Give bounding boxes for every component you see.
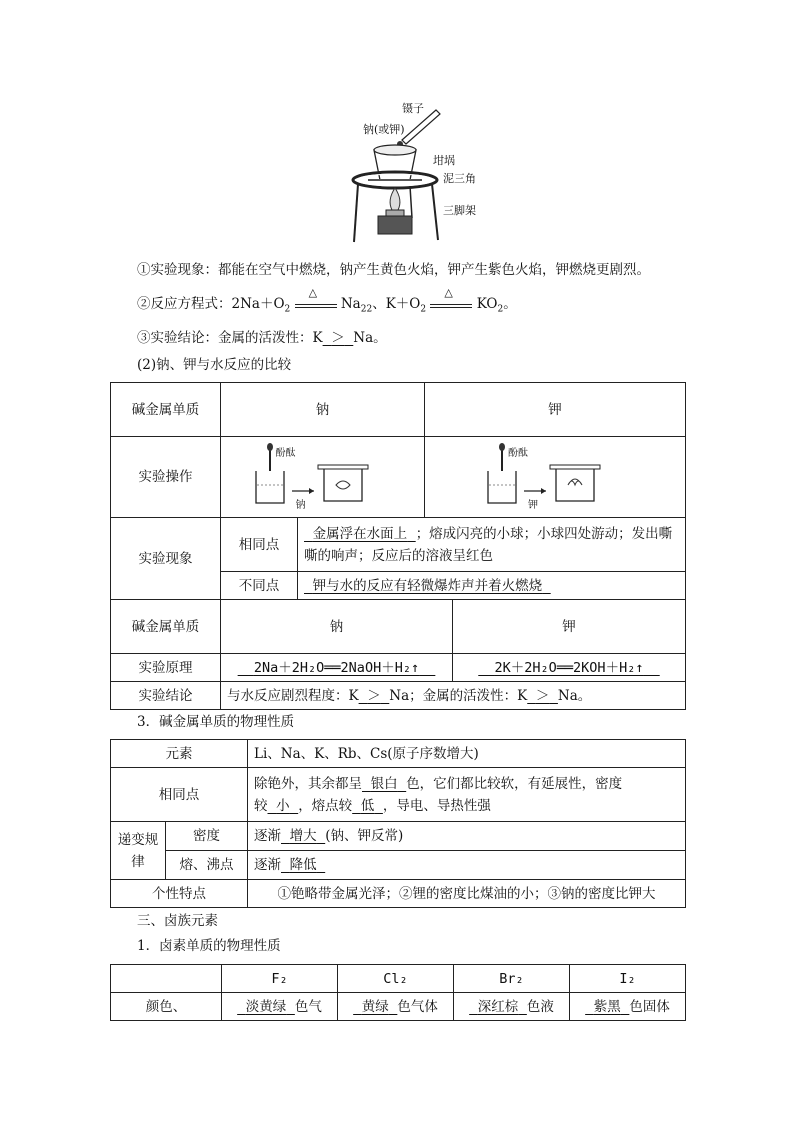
section-halogen-subtitle: 1．卤素单质的物理性质 [137, 938, 281, 954]
melt-content: 逐渐 降低 [248, 851, 686, 880]
section-3-title: 3．碱金属单质的物理性质 [137, 714, 295, 730]
same-content: 金属浮在水面上 ；熔成闪亮的小球；小球四处游动；发出嘶嘶的响声；反应后的溶液呈红色 [298, 518, 686, 572]
blank-answer: 降低 [289, 857, 317, 873]
same-props-label: 相同点 [111, 768, 248, 822]
na-operation-figure: 酚酞 钠 [221, 437, 425, 518]
header-na: 钠 [221, 383, 425, 437]
na-equation: 2Na＋2H₂O══2NaOH＋H₂↑ [221, 654, 453, 682]
label-tweezers: 镊子 [402, 102, 424, 115]
k-equation: 2K＋2H₂O══2KOH＋H₂↑ [453, 654, 686, 682]
halogen-cell-br2: 深红棕 色液 [454, 993, 570, 1021]
trend-label: 递变规律 [111, 822, 166, 880]
diff-content [298, 572, 686, 600]
blank-answer: 低 [360, 797, 375, 814]
conclusion-content: 与水反应剧烈程度：K ＞ Na；金属的活泼性：K ＞ Na。 [221, 682, 686, 710]
header2-na: 钠 [221, 600, 453, 654]
blank-answer: ＞ [331, 330, 345, 346]
melt-label: 熔、沸点 [166, 851, 248, 880]
na-k-water-table [110, 382, 686, 710]
blank-answer: 银白 [370, 775, 398, 792]
halogen-row-label: 颜色、 [111, 993, 222, 1021]
label-tripod: 三脚架 [443, 204, 476, 217]
same-label: 相同点 [221, 518, 298, 572]
label-triangle: 泥三角 [443, 172, 476, 185]
operation-label: 实验操作 [111, 437, 221, 518]
diff-label: 不同点 [221, 572, 298, 600]
halogen-header-f2: F₂ [222, 965, 338, 993]
header2-label: 碱金属单质 [111, 600, 221, 654]
beaker-diagram-k [480, 441, 630, 513]
same-props-content: 除铯外，其余都呈 银白 色，它们都比较软，有延展性，密度较 小 ，熔点较 低 ，导电、导热性强 [248, 768, 686, 822]
halogen-cell-f2: 淡黄绿 色气 [222, 993, 338, 1021]
blank-answer: ＞ [535, 687, 550, 704]
halogen-table [110, 964, 686, 1021]
heat-arrow-2: △ [430, 298, 472, 312]
halogen-cell-cl2: 黄绿 色气体 [338, 993, 454, 1021]
observation-line-2: ②反应方程式：$2Na+O_2$ △ $Na_{22}$、$K+O_2$ △ $KO_2$。 [137, 285, 517, 315]
halogen-header-br2: Br₂ [454, 965, 570, 993]
header-label: 碱金属单质 [111, 383, 221, 437]
blank-answer: ＞ [367, 687, 381, 704]
blank-answer: 钾与水的反应有轻微爆炸声并着火燃烧 [312, 577, 543, 594]
density-content: 逐渐 增大 (钠、钾反常) [248, 822, 686, 851]
blank-answer: 金属浮在水面上 [312, 525, 408, 542]
label-metal: 钠(或钾) [363, 123, 405, 136]
halogen-header-cl2: Cl₂ [338, 965, 454, 993]
conclusion-label: 实验结论 [111, 682, 221, 710]
observation-line-1: ①实验现象：都能在空气中燃烧，钠产生黄色火焰，钾产生紫色火焰，钾燃烧更剧烈。 [137, 262, 650, 278]
blank-answer: 增大 [289, 828, 317, 844]
section-halogen-title: 三、卤族元素 [137, 913, 218, 929]
alkali-physical-table [110, 739, 686, 908]
element-value: Li、Na、K、Rb、Cs(原子序数增大) [248, 740, 686, 768]
special-label: 个性特点 [111, 880, 248, 908]
heat-arrow-1: △ [295, 298, 337, 312]
header2-k: 钾 [453, 600, 686, 654]
k-operation-figure: 酚酞 钾 [425, 437, 686, 518]
halogen-cell-i2: 紫黑 色固体 [570, 993, 686, 1021]
special-content: ①铯略带金属光泽；②锂的密度比煤油的小；③钠的密度比钾大 [248, 880, 686, 908]
header-k: 钾 [425, 383, 686, 437]
halogen-header-i2: I₂ [570, 965, 686, 993]
section-2-title: (2)钠、钾与水反应的比较 [137, 357, 292, 373]
label-crucible: 坩埚 [433, 154, 455, 167]
density-label: 密度 [166, 822, 248, 851]
halogen-header-blank [111, 965, 222, 993]
principle-label: 实验原理 [111, 654, 221, 682]
element-label: 元素 [111, 740, 248, 768]
phenomenon-label: 实验现象 [111, 518, 221, 600]
beaker-diagram-na [248, 441, 398, 513]
blank-answer: 小 [276, 797, 290, 814]
observation-line-3: ③实验结论：金属的活泼性：K ＞ Na。 [137, 330, 387, 346]
